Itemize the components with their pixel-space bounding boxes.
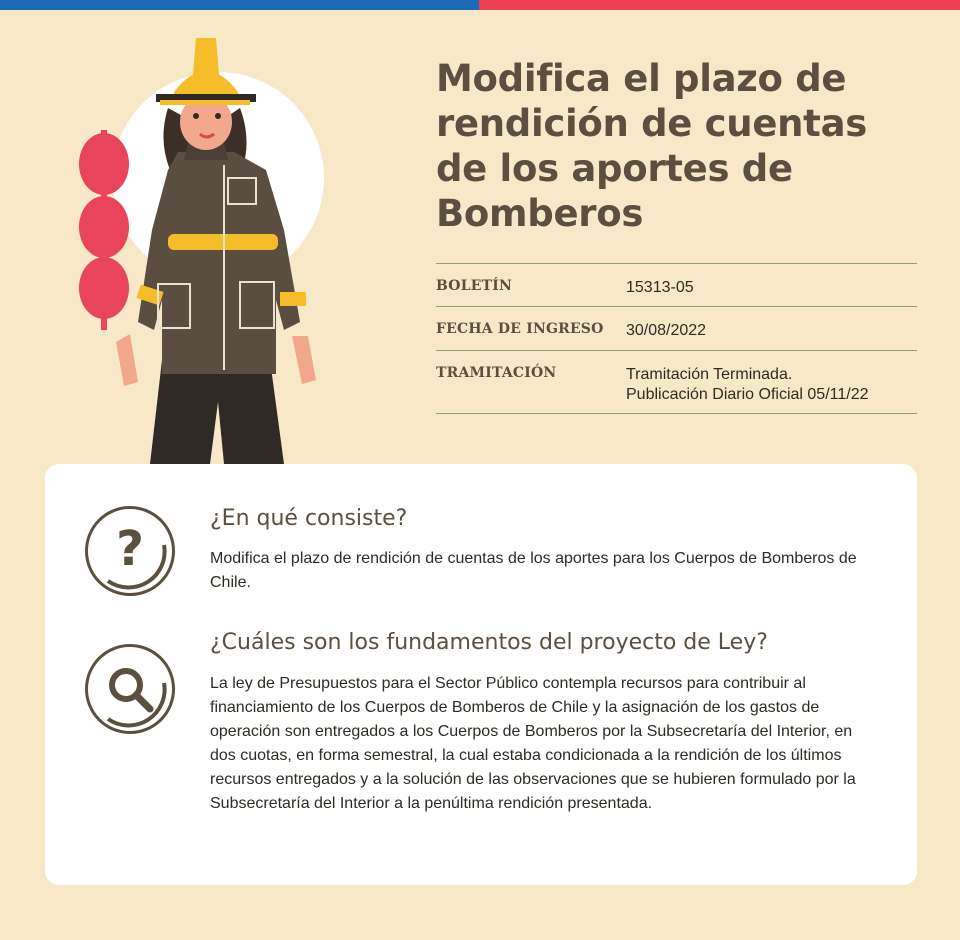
meta-value-line: 15313-05 [626, 279, 694, 296]
meta-value [626, 321, 917, 350]
meta-row-tramitacion [436, 350, 917, 414]
meta-value [626, 365, 917, 413]
page-title: Modifica el plazo de rendición de cuentas de los aportes de Bomberos [436, 57, 867, 235]
top-bar-blue [0, 0, 479, 10]
svg-text:?: ? [116, 521, 144, 577]
question-icon-graphic [88, 509, 172, 593]
meta-row-fecha [436, 306, 917, 350]
bill-metadata-table [436, 263, 917, 414]
meta-label: TRAMITACIÓN [436, 365, 557, 381]
section-title-consiste: ¿En qué consiste? [210, 506, 408, 531]
top-color-bar [0, 0, 960, 10]
section-title-fundamentos: ¿Cuáles son los fundamentos del proyecto de Ley? [210, 630, 768, 655]
meta-value [626, 278, 917, 306]
magnifier-icon-graphic [88, 647, 172, 731]
question-icon [85, 506, 175, 596]
top-bar-red [479, 0, 960, 10]
info-card [45, 464, 917, 885]
meta-value-line: Tramitación Terminada. [626, 366, 793, 383]
magnifier-icon [85, 644, 175, 734]
section-text-fundamentos: La ley de Presupuestos para el Sector Público contempla recursos para contribuir al financiamiento de los Cuerpos de Bomberos de Chile y la asignación de los gastos de operación son entregados a los Cuerpos de Bomberos por la Subsecretaría del Interior, en dos cuotas, en forma semestral, la cual estaba condicionada a la rendición de los últimos recursos entregados y a la solución de las observaciones que se hubieren formulado por la Subsecretaría del Interior a la penúltima rendición presentada. [210, 675, 856, 812]
meta-value-line: 30/08/2022 [626, 322, 707, 339]
meta-label: FECHA DE INGRESO [436, 321, 604, 337]
firefighter-illustration [70, 30, 360, 464]
meta-label: BOLETÍN [436, 278, 512, 294]
section-text-consiste: Modifica el plazo de rendición de cuentas de los aportes para los Cuerpos de Bomberos de Chile. [210, 550, 857, 591]
meta-value-line: Publicación Diario Oficial 05/11/22 [626, 386, 869, 403]
meta-row-boletin [436, 263, 917, 306]
